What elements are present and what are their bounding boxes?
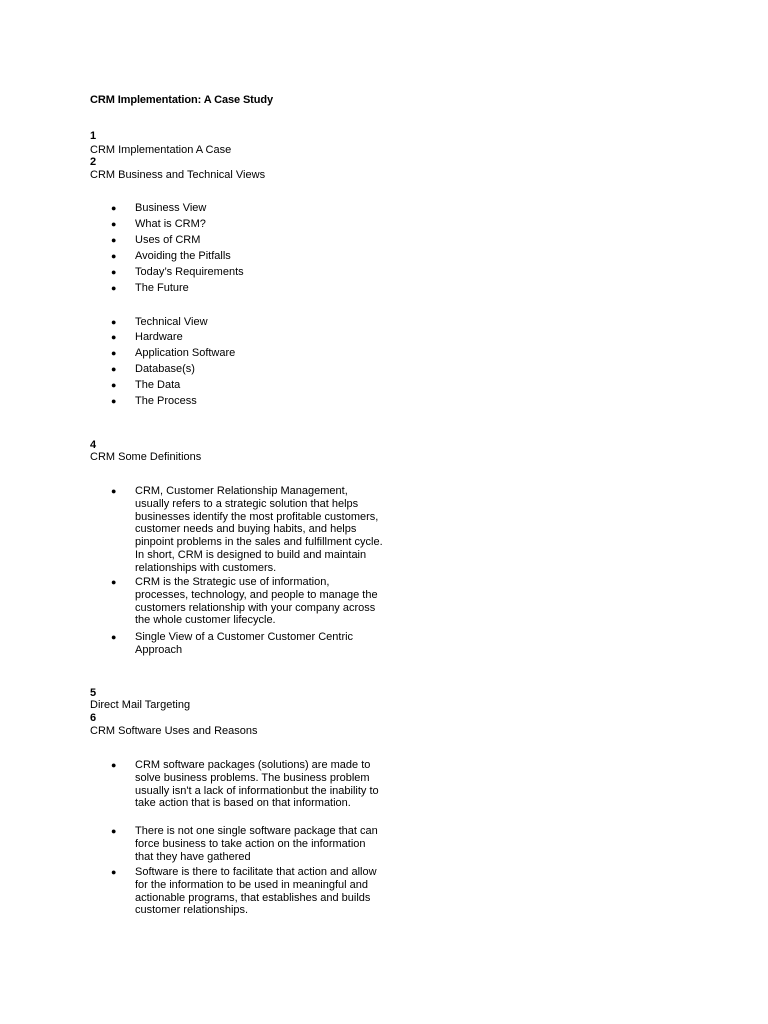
- bullet-icon: ●: [111, 364, 117, 374]
- list-item-text: Uses of CRM: [135, 234, 201, 246]
- section-heading: CRM Implementation A Case: [90, 144, 232, 156]
- bullet-icon: ●: [111, 332, 117, 342]
- section-heading: CRM Software Uses and Reasons: [90, 725, 258, 737]
- bullet-icon: ●: [111, 203, 117, 213]
- list-item-text: What is CRM?: [135, 218, 206, 230]
- list-item-text: Database(s): [135, 363, 195, 375]
- section-heading: Direct Mail Targeting: [90, 699, 191, 711]
- bullet-icon: ●: [111, 380, 117, 390]
- list-item-text: Single View of a Customer Customer Centric Approach: [135, 631, 354, 656]
- bullet-icon: ●: [111, 219, 117, 229]
- bullet-icon: ●: [111, 632, 117, 642]
- section-number: 1: [90, 130, 97, 142]
- bullet-icon: ●: [111, 267, 117, 277]
- list-item-text: CRM, Customer Relationship Management, usually refers to a strategic solution that helps businesses identify the most profitable customers, customer needs and buying habits, and helps pinpoint problems in the sales and fulfillment cycle. In short, CRM is designed to build and maintain relationships with customers.: [135, 485, 383, 574]
- section-number: 4: [90, 439, 97, 451]
- list-item-text: There is not one single software package that can force business to take action on the information that they have gathered: [135, 825, 378, 863]
- list-item-text: CRM is the Strategic use of information, processes, technology, and people to manage the customers relationship with your company across the whole customer lifecycle.: [135, 576, 378, 627]
- section-number: 5: [90, 687, 97, 699]
- bullet-icon: ●: [111, 760, 117, 770]
- list-item-text: Technical View: [135, 316, 208, 328]
- document-title: CRM Implementation: A Case Study: [90, 94, 274, 106]
- list-item-text: Hardware: [135, 331, 183, 343]
- bullet-icon: ●: [111, 251, 117, 261]
- list-item-text: CRM software packages (solutions) are made to solve business problems. The business problem usually isn't a lack of informationbut the inability to take action that is based on that information.: [135, 759, 379, 810]
- bullet-icon: ●: [111, 348, 117, 358]
- section-number: 6: [90, 712, 97, 724]
- bullet-icon: ●: [111, 577, 117, 587]
- list-item-text: The Future: [135, 282, 189, 294]
- bullet-icon: ●: [111, 867, 117, 877]
- bullet-icon: ●: [111, 235, 117, 245]
- section-number: 2: [90, 156, 97, 168]
- list-item-text: The Process: [135, 395, 197, 407]
- section-heading: CRM Business and Technical Views: [90, 169, 266, 181]
- bullet-icon: ●: [111, 486, 117, 496]
- list-item-text: The Data: [135, 379, 181, 391]
- list-item-text: Avoiding the Pitfalls: [135, 250, 231, 262]
- bullet-icon: ●: [111, 396, 117, 406]
- list-item-text: Today’s Requirements: [135, 266, 244, 278]
- bullet-icon: ●: [111, 283, 117, 293]
- section-heading: CRM Some Definitions: [90, 451, 202, 463]
- list-item-text: Business View: [135, 202, 207, 214]
- bullet-icon: ●: [111, 826, 117, 836]
- bullet-icon: ●: [111, 317, 117, 327]
- list-item-text: Application Software: [135, 347, 236, 359]
- list-item-text: Software is there to facilitate that action and allow for the information to be used in meaningful and actionable programs, that establishes and builds customer relationships.: [135, 866, 377, 917]
